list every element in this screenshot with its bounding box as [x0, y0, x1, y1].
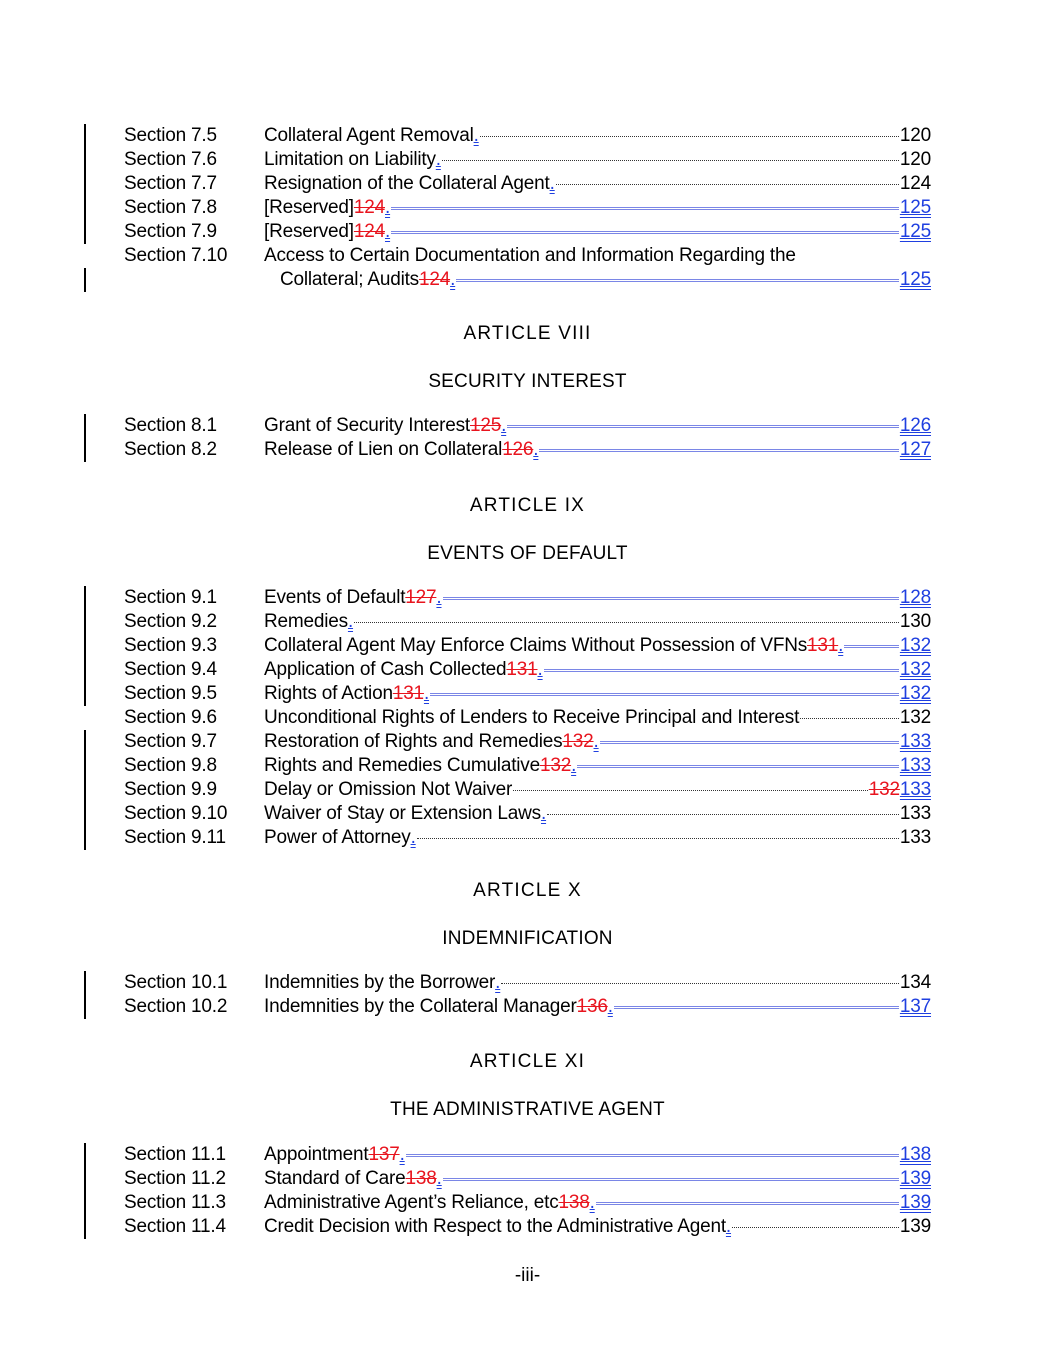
section-number: Section 9.1: [124, 587, 217, 608]
page-number[interactable]: 139: [899, 1192, 931, 1213]
entry-body: [264, 682, 931, 706]
entry-body: [264, 148, 931, 172]
section-title[interactable]: Rights of Action: [264, 683, 393, 704]
inserted-period: .: [473, 125, 479, 146]
section-number: Section 11.1: [124, 1144, 226, 1165]
change-bar: [84, 995, 86, 1019]
page-number[interactable]: 124: [899, 173, 931, 194]
change-bar: [84, 682, 86, 706]
inserted-period: .: [838, 635, 844, 656]
section-number: Section 11.4: [124, 1216, 226, 1237]
section-number: Section 7.7: [124, 173, 217, 194]
inserted-period: .: [410, 827, 416, 848]
page-number[interactable]: 120: [899, 125, 931, 146]
section-number: Section 9.3: [124, 635, 217, 656]
change-bar: [84, 1215, 86, 1239]
deleted-page-number: 132: [868, 779, 900, 800]
dot-leader: [480, 136, 899, 137]
change-bar: [84, 730, 86, 754]
deleted-page-number: 131: [807, 635, 839, 656]
page-number[interactable]: 120: [899, 149, 931, 170]
inserted-period: .: [436, 1168, 442, 1189]
article-subheading: EVENTS OF DEFAULT: [427, 543, 628, 564]
article-subheading: THE ADMINISTRATIVE AGENT: [390, 1099, 665, 1120]
deleted-page-number: 124: [418, 269, 451, 290]
toc-entry[interactable]: [0, 682, 1055, 706]
toc-entry[interactable]: [0, 1143, 1055, 1167]
section-number: Section 9.9: [124, 779, 217, 800]
change-bar: [84, 610, 86, 634]
change-bar: [84, 414, 86, 438]
dot-leader: [354, 622, 899, 623]
toc-entry[interactable]: [0, 995, 1055, 1019]
deleted-page-number: 124: [353, 221, 385, 242]
toc-entry[interactable]: [0, 196, 1055, 220]
toc-entry[interactable]: [0, 1215, 1055, 1239]
dot-leader: [417, 838, 899, 839]
deleted-page-number: 138: [558, 1192, 590, 1213]
page-number[interactable]: 126: [899, 415, 931, 436]
page-number[interactable]: 130: [899, 611, 931, 632]
section-number: Section 11.2: [124, 1168, 226, 1189]
page-number[interactable]: 132: [899, 635, 931, 656]
section-number: Section 9.10: [124, 803, 228, 824]
entry-body: [264, 1143, 931, 1167]
page-number[interactable]: 139: [899, 1216, 931, 1237]
deleted-page-number: 138: [405, 1168, 437, 1189]
toc-entry[interactable]: [0, 826, 1055, 850]
section-number: Section 9.7: [124, 731, 217, 752]
section-number: Section 9.6: [124, 707, 217, 728]
dot-leader: [547, 814, 899, 815]
inserted-period: .: [533, 439, 539, 460]
article-subheading: INDEMNIFICATION: [442, 928, 613, 949]
entry-body: [264, 1167, 931, 1191]
toc-entry[interactable]: [0, 802, 1055, 826]
toc-entry[interactable]: [0, 706, 1055, 730]
article-heading: ARTICLE IX: [469, 495, 586, 516]
inserted-period: .: [725, 1216, 732, 1237]
toc-entry[interactable]: [0, 124, 1055, 148]
section-number: Section 10.1: [124, 972, 228, 993]
section-number: Section 7.9: [124, 221, 217, 242]
toc-entry[interactable]: [0, 658, 1055, 682]
entry-body: [264, 778, 931, 802]
section-title[interactable]: Collateral; Audits: [280, 269, 419, 290]
inserted-period: .: [607, 996, 613, 1017]
section-title[interactable]: Resignation of the Collateral Agent: [264, 173, 550, 194]
dot-leader: [501, 983, 899, 984]
article-heading: ARTICLE XI: [469, 1051, 586, 1072]
deleted-page-number: 132: [539, 755, 572, 776]
dot-leader: [556, 184, 899, 185]
toc-entry[interactable]: [0, 730, 1055, 754]
change-bar: [84, 124, 86, 148]
section-title[interactable]: Appointment: [264, 1144, 369, 1165]
deleted-page-number: 131: [506, 659, 538, 680]
page-number[interactable]: 137: [899, 996, 931, 1017]
section-title[interactable]: Collateral Agent Removal: [264, 125, 474, 146]
entry-body: [264, 634, 931, 658]
dot-leader: [577, 765, 899, 768]
page-number[interactable]: 133: [899, 803, 931, 824]
dot-leader: [430, 693, 899, 696]
inserted-period: .: [495, 972, 501, 993]
dot-leader: [539, 449, 899, 452]
section-number: Section 9.8: [124, 755, 217, 776]
dot-leader: [544, 669, 899, 672]
page-number[interactable]: 132: [899, 683, 931, 704]
section-title[interactable]: Application of Cash Collected: [264, 659, 507, 680]
toc-entry[interactable]: [0, 268, 1055, 292]
entry-body: [264, 172, 931, 196]
toc-entry[interactable]: [0, 244, 1055, 268]
page-number[interactable]: 133: [899, 755, 931, 776]
toc-entry[interactable]: [0, 172, 1055, 196]
dot-leader: [614, 1006, 899, 1009]
page-number-footer: -iii-: [514, 1265, 541, 1286]
inserted-period: .: [423, 683, 430, 704]
entry-body: [264, 995, 931, 1019]
dot-leader: [406, 1154, 899, 1157]
inserted-period: .: [589, 1192, 595, 1213]
toc-entry[interactable]: [0, 220, 1055, 244]
entry-body: [264, 244, 931, 268]
entry-body: [264, 220, 931, 244]
page-number[interactable]: 133: [899, 827, 931, 848]
entry-body: [264, 438, 931, 462]
entry-body: [264, 196, 931, 220]
inserted-period: .: [450, 269, 456, 290]
section-title[interactable]: Remedies: [264, 611, 348, 632]
page-number[interactable]: 132: [899, 707, 931, 728]
page-number[interactable]: 125: [899, 221, 931, 242]
dot-leader: [844, 645, 899, 648]
toc-entry[interactable]: [0, 438, 1055, 462]
page-number[interactable]: 139: [899, 1168, 931, 1189]
section-number: Section 7.10: [124, 245, 228, 266]
toc-entry[interactable]: [0, 148, 1055, 172]
toc-entry[interactable]: [0, 586, 1055, 610]
article-subheading: SECURITY INTEREST: [428, 371, 627, 392]
change-bar: [84, 778, 86, 802]
toc-entry[interactable]: [0, 414, 1055, 438]
inserted-period: .: [384, 221, 391, 242]
dot-leader: [507, 425, 899, 428]
toc-entry[interactable]: [0, 1167, 1055, 1191]
section-number: Section 11.3: [124, 1192, 226, 1213]
inserted-period: .: [435, 149, 441, 170]
section-title[interactable]: Administrative Agent’s Reliance, etc: [264, 1192, 559, 1213]
entry-body: [264, 610, 931, 634]
entry-body: [280, 268, 931, 292]
section-title[interactable]: Waiver of Stay or Extension Laws: [264, 803, 541, 824]
section-title[interactable]: Events of Default: [264, 587, 406, 608]
entry-body: [264, 730, 931, 754]
section-title[interactable]: Credit Decision with Respect to the Administrative Agent: [264, 1216, 726, 1237]
entry-body: [264, 124, 931, 148]
change-bar: [84, 148, 86, 172]
toc-entry[interactable]: [0, 971, 1055, 995]
toc-entry[interactable]: [0, 778, 1055, 802]
section-number: Section 7.8: [124, 197, 217, 218]
change-bar: [84, 172, 86, 196]
inserted-period: .: [347, 611, 354, 632]
change-bar: [84, 634, 86, 658]
change-bar: [84, 1167, 86, 1191]
change-bar: [84, 586, 86, 610]
toc-entry[interactable]: [0, 610, 1055, 634]
section-number: Section 9.2: [124, 611, 217, 632]
dot-leader: [600, 741, 899, 744]
entry-body: [264, 1215, 931, 1239]
entry-body: [264, 826, 931, 850]
deleted-page-number: 126: [502, 439, 534, 460]
article-heading: ARTICLE VIII: [463, 323, 592, 344]
entry-body: [264, 802, 931, 826]
section-title[interactable]: Unconditional Rights of Lenders to Receive Principal and Interest: [264, 707, 800, 728]
section-title[interactable]: Indemnities by the Borrower: [264, 972, 496, 993]
toc-entry[interactable]: [0, 754, 1055, 778]
deleted-page-number: 136: [576, 996, 608, 1017]
page-number[interactable]: 125: [899, 197, 931, 218]
inserted-period: .: [540, 803, 547, 824]
deleted-page-number: 132: [562, 731, 594, 752]
entry-body: [264, 971, 931, 995]
page-number[interactable]: 127: [899, 439, 931, 460]
section-title[interactable]: Grant of Security Interest: [264, 415, 470, 436]
section-number: Section 7.6: [124, 149, 217, 170]
section-title[interactable]: Release of Lien on Collateral: [264, 439, 503, 460]
section-title[interactable]: Collateral Agent May Enforce Claims Without Possession of VFNs: [264, 635, 808, 656]
change-bar: [84, 268, 86, 292]
dot-leader: [456, 279, 899, 282]
change-bar: [84, 196, 86, 220]
dot-leader: [442, 160, 899, 161]
section-title[interactable]: Indemnities by the Collateral Manager: [264, 996, 577, 1017]
dot-leader: [800, 718, 899, 719]
page-number[interactable]: 134: [899, 972, 931, 993]
article-heading: ARTICLE X: [473, 880, 582, 901]
section-title[interactable]: Access to Certain Documentation and Information Regarding the: [264, 245, 796, 266]
section-title[interactable]: Restoration of Rights and Remedies: [264, 731, 563, 752]
entry-body: [264, 658, 931, 682]
section-title[interactable]: [Reserved]: [264, 197, 354, 218]
section-number: Section 8.2: [124, 439, 217, 460]
section-title[interactable]: Limitation on Liability: [264, 149, 436, 170]
page-number[interactable]: 133: [899, 779, 931, 800]
section-title[interactable]: Standard of Care: [264, 1168, 406, 1189]
change-bar: [84, 1143, 86, 1167]
dot-leader: [732, 1227, 899, 1228]
entry-body: [264, 414, 931, 438]
section-number: Section 9.4: [124, 659, 217, 680]
change-bar: [84, 1191, 86, 1215]
section-number: Section 10.2: [124, 996, 228, 1017]
toc-entry[interactable]: [0, 1191, 1055, 1215]
page-number[interactable]: 125: [899, 269, 931, 290]
inserted-period: .: [537, 659, 543, 680]
section-number: Section 9.11: [124, 827, 226, 848]
dot-leader: [391, 231, 899, 234]
entry-body: [264, 706, 931, 730]
section-number: Section 9.5: [124, 683, 217, 704]
page-number[interactable]: 128: [899, 587, 931, 608]
section-title[interactable]: Rights and Remedies Cumulative: [264, 755, 540, 776]
inserted-period: .: [593, 731, 599, 752]
page-number[interactable]: 133: [899, 731, 931, 752]
inserted-period: .: [549, 173, 555, 194]
section-number: Section 8.1: [124, 415, 217, 436]
entry-body: [264, 586, 931, 610]
dot-leader: [443, 1178, 899, 1181]
inserted-period: .: [501, 415, 507, 436]
change-bar: [84, 658, 86, 682]
deleted-page-number: 131: [392, 683, 424, 704]
inserted-period: .: [399, 1144, 405, 1165]
inserted-period: .: [436, 587, 442, 608]
change-bar: [84, 754, 86, 778]
inserted-period: .: [571, 755, 577, 776]
section-number: Section 7.5: [124, 125, 217, 146]
section-title[interactable]: [Reserved]: [264, 221, 354, 242]
dot-leader: [391, 207, 899, 210]
deleted-page-number: 127: [405, 587, 437, 608]
change-bar: [84, 438, 86, 462]
change-bar: [84, 802, 86, 826]
deleted-page-number: 137: [368, 1144, 400, 1165]
dot-leader: [443, 597, 899, 600]
dot-leader: [596, 1202, 899, 1205]
inserted-period: .: [384, 197, 391, 218]
change-bar: [84, 220, 86, 244]
deleted-page-number: 124: [353, 197, 385, 218]
page-number[interactable]: 138: [899, 1144, 931, 1165]
deleted-page-number: 125: [470, 415, 502, 436]
entry-body: [264, 754, 931, 778]
change-bar: [84, 971, 86, 995]
change-bar: [84, 826, 86, 850]
entry-body: [264, 1191, 931, 1215]
section-title[interactable]: Delay or Omission Not Waiver: [264, 779, 513, 800]
dot-leader: [513, 790, 868, 791]
section-title[interactable]: Power of Attorney: [264, 827, 411, 848]
page-number[interactable]: 132: [899, 659, 931, 680]
toc-entry[interactable]: [0, 634, 1055, 658]
